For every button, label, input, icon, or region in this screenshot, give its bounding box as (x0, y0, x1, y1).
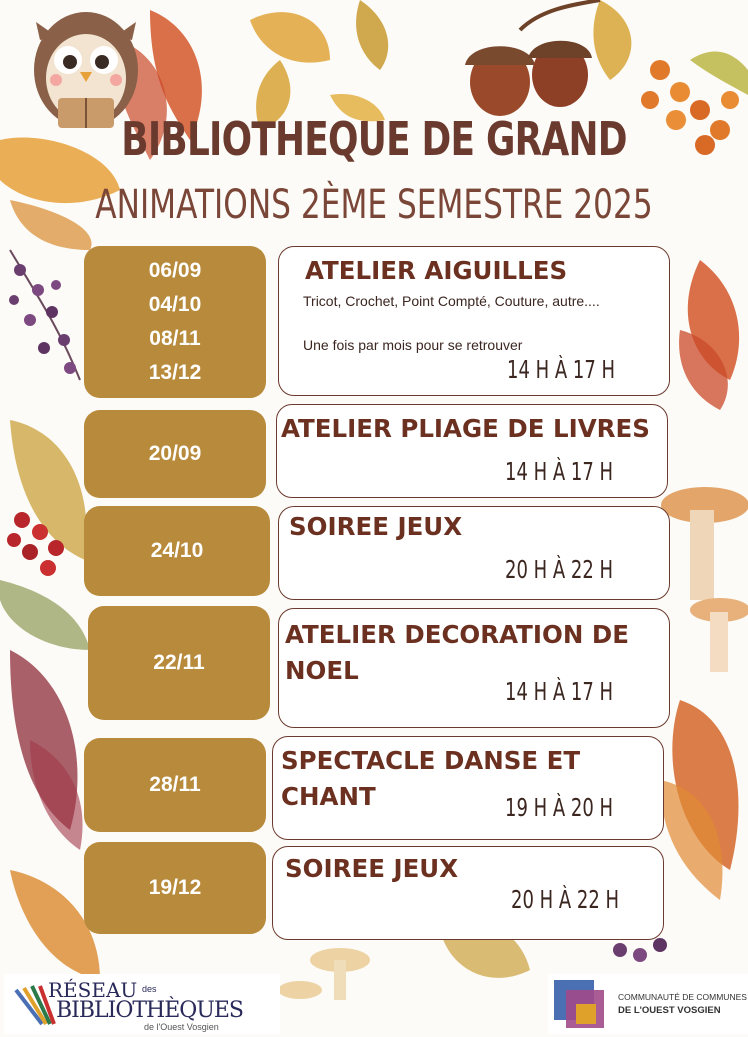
reseau-bibliotheques: BIBLIOTHÈQUES (56, 998, 243, 1023)
event-card (272, 846, 664, 940)
event-time: 14 H À 17 H (507, 355, 616, 384)
ccov-line2: DE L'OUEST VOSGIEN (618, 1005, 721, 1016)
event-date-box (84, 738, 266, 832)
event-date-box (88, 606, 270, 720)
event-time: 19 H À 20 H (505, 793, 614, 822)
reseau-des: des (142, 984, 157, 994)
event-detail: Tricot, Crochet, Point Compté, Couture, autre.... (303, 293, 600, 309)
event-date: 06/09 (148, 259, 202, 282)
event-note: Une fois par mois pour se retrouver (303, 337, 523, 353)
event-card (276, 404, 668, 498)
ccov-emblem-icon (550, 976, 612, 1032)
mushroom-icon (661, 487, 748, 672)
reseau-word: RÉSEAU (48, 978, 138, 1002)
event-date: 20/09 (148, 442, 202, 465)
event-name: SOIREE JEUX (289, 512, 463, 541)
event-date: 22/11 (153, 651, 205, 674)
event-date: 04/10 (148, 293, 202, 316)
reseau-tagline: de l'Ouest Vosgien (144, 1022, 219, 1032)
event-card (278, 246, 670, 396)
event-date-box (84, 410, 266, 498)
event-card (278, 608, 670, 728)
ccov-line1: COMMUNAUTÉ DE COMMUNES (618, 992, 747, 1002)
page-title: BIBLIOTHEQUE DE GRAND (121, 112, 627, 166)
event-name: SPECTACLE DANSE ET (281, 746, 581, 775)
event-time: 20 H À 22 H (505, 555, 614, 584)
event-name: CHANT (281, 782, 376, 811)
event-name: SOIREE JEUX (285, 854, 459, 883)
event-name: ATELIER AIGUILLES (305, 256, 568, 285)
event-date: 28/11 (149, 773, 201, 796)
event-date: 13/12 (148, 361, 202, 384)
event-date-box (84, 842, 266, 934)
reseau-logo (4, 974, 280, 1034)
event-time: 20 H À 22 H (511, 885, 620, 914)
event-name: ATELIER DECORATION DE (285, 620, 629, 649)
owl-reading-icon (34, 12, 138, 128)
event-date: 08/11 (149, 327, 201, 350)
event-date: 24/10 (150, 539, 204, 562)
event-name: ATELIER PLIAGE DE LIVRES (281, 414, 650, 443)
event-card (272, 736, 664, 840)
event-time: 14 H À 17 H (505, 457, 614, 486)
acorn-icon (465, 0, 600, 116)
event-date-box (84, 246, 266, 398)
event-name: NOEL (285, 656, 359, 685)
event-date-box (84, 506, 270, 596)
ccov-logo (548, 974, 748, 1034)
event-date: 19/12 (148, 876, 202, 899)
event-time: 14 H À 17 H (505, 677, 614, 706)
event-card (278, 506, 670, 600)
page-subtitle: ANIMATIONS 2ÈME SEMESTRE 2025 (95, 182, 653, 228)
